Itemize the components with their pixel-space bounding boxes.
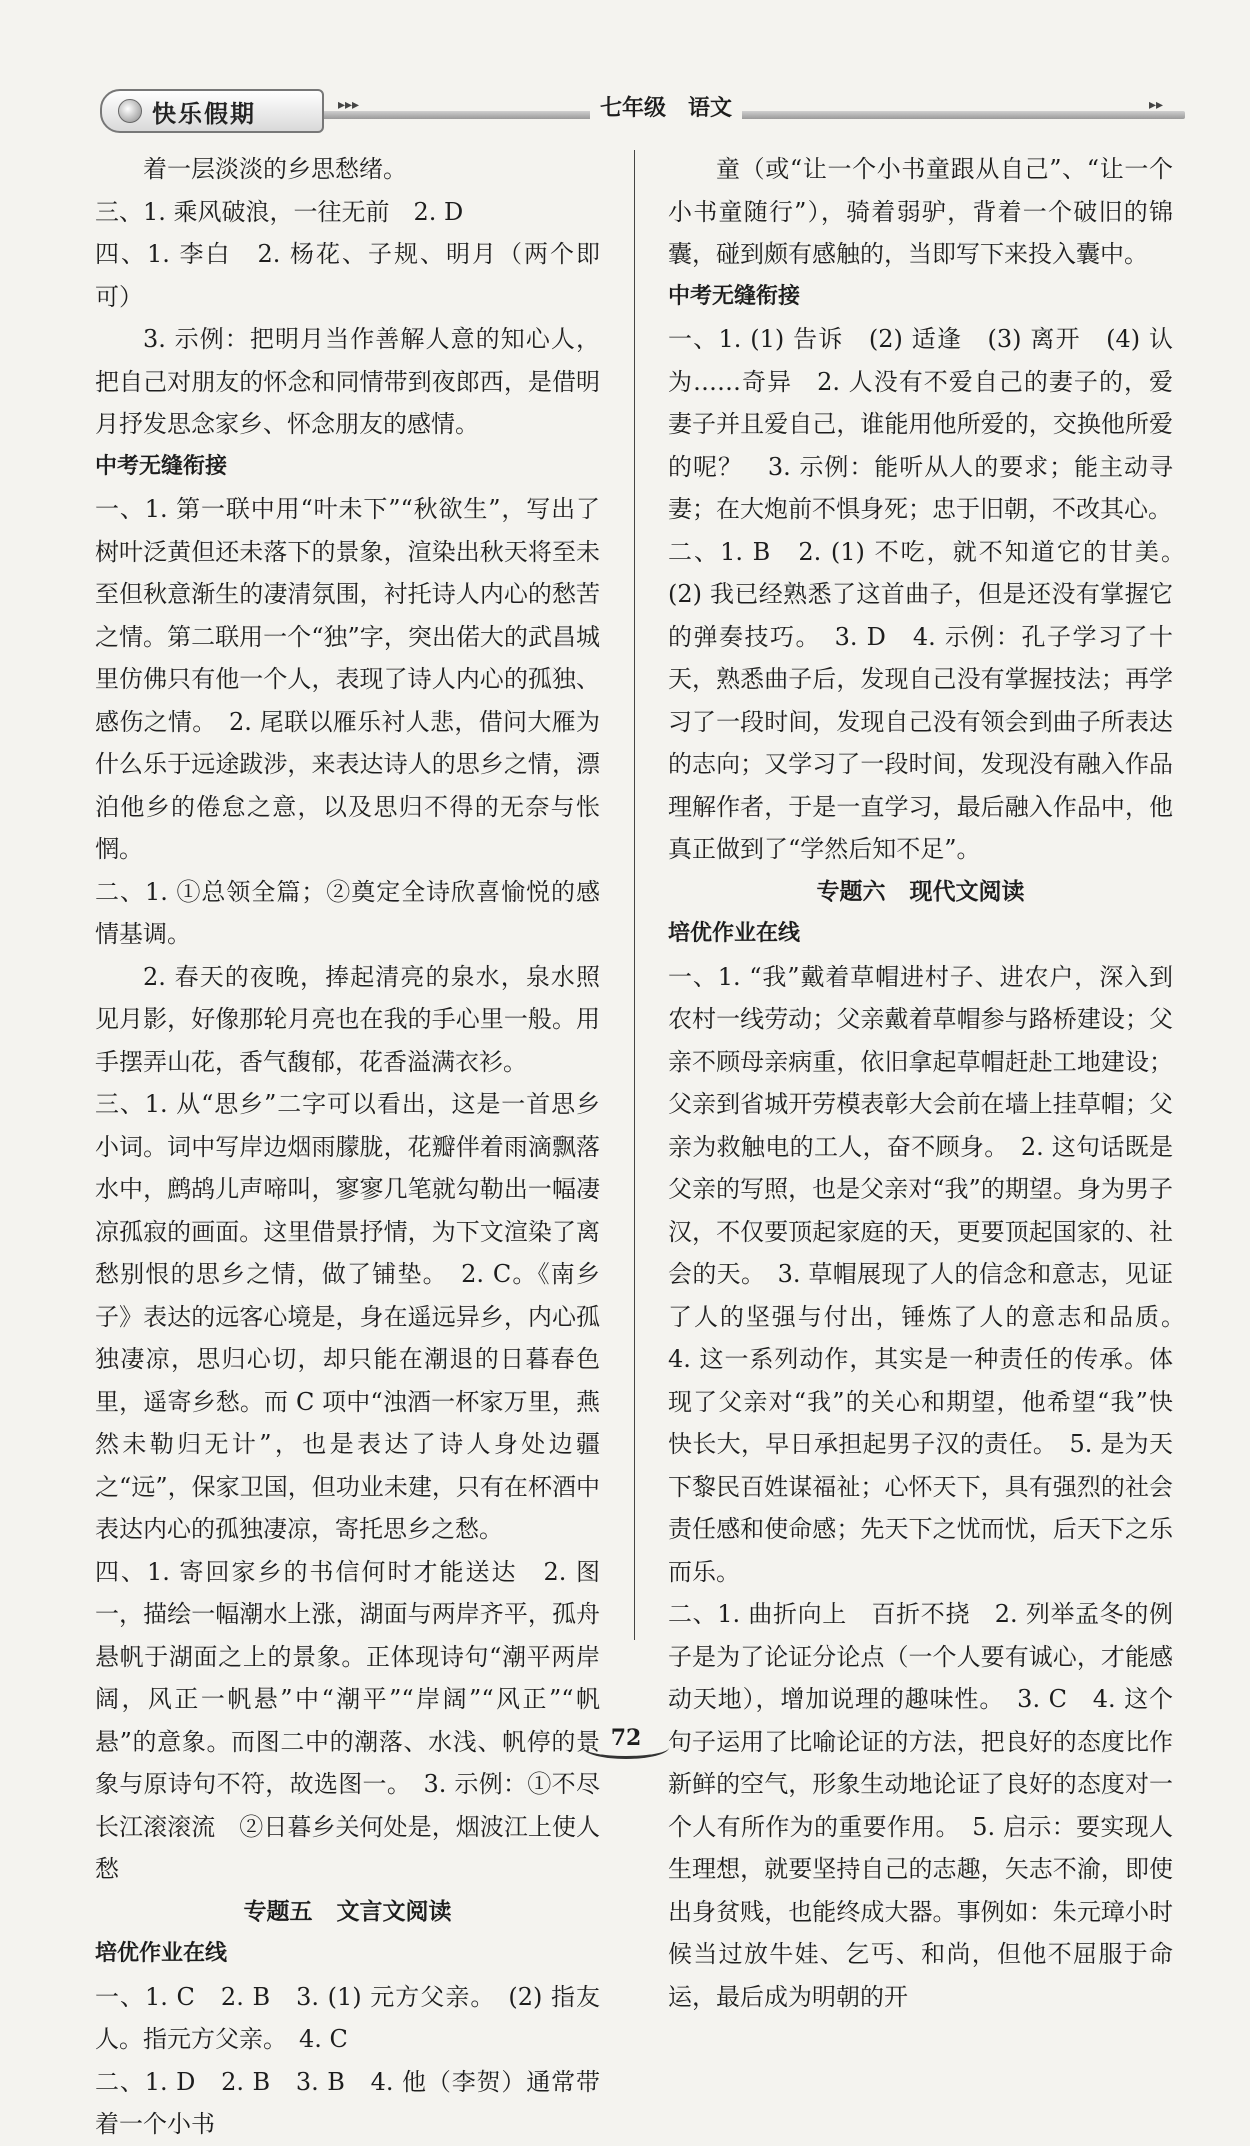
answer-paragraph: 三、1. 从“思乡”二字可以看出，这是一首思乡小词。词中写岸边烟雨朦胧，花瓣伴着雨滴飘落水中，鹧鸪儿声啼叫，寥寥几笔就勾勒出一幅凄凉孤寂的画面。这里借景抒情，为下文渲染了离愁别恨的思乡之情，做了铺垫。 2. C。《南乡子》表达的远客心境是，身在遥远异乡，内心孤独凄凉，思归心切，却只能在潮退的日暮春色里，遥寄乡愁。而 C 项中“浊酒一杯家万里，燕然未勒归无计”，也是表达了诗人身处边疆之“远”，保家卫国，但功业未建，只有在杯酒中表达内心的孤独凄凉，寄托思乡之愁。 [95,1090,600,1543]
logo-text: 快乐假期 [152,99,256,128]
answer-paragraph: 二、1. D 2. B 3. B 4. 他（李贺）通常带着一个小书 [95,2067,600,2138]
answer-paragraph: 三、1. 乘风破浪，一往无前 2. D [95,197,464,226]
arrow-icon: ▸▸ [1148,97,1163,113]
answer-paragraph: 着一层淡淡的乡思愁绪。 [143,155,407,183]
header-bar [310,111,1185,119]
page-header [100,85,1185,131]
logo-circle-icon [118,99,142,123]
topic-title [95,1891,600,1934]
answer-paragraph: 2. 春天的夜晚，捧起清亮的泉水，泉水照见月影，好像那轮月亮也在我的手心里一般。用手摆弄山花，香气馥郁，花香溢满衣衫。 [95,962,600,1076]
topic-name: 现代文阅读 [909,878,1025,905]
grade-label: 七年级 [600,96,667,121]
answer-paragraph: 二、1. B 2. (1) 不吃，就不知道它的甘美。 (2) 我已经熟悉了这首曲子，但是还没有掌握它的弹奏技巧。 3. D 4. 示例：孔子学习了十天，熟悉曲子后，发现自己没有掌握技法；再学习了一段时间，发现自己没有领会到曲子所表达的志向；又学习了一段时间，发现没有融入作品理解作者，于是一直学习，最后融入作品中，他真正做到了“学然后知不足”。 [668,537,1197,863]
right-column [668,148,1197,2018]
answer-paragraph: 一、1. “我”戴着草帽进村子、进农户，深入到农村一线劳动；父亲戴着草帽参与路桥建设；父亲不顾母亲病重，依旧拿起草帽赶赴工地建设；父亲到省城开劳模表彰大会前在墙上挂草帽；父亲为救触电的工人，奋不顾身。 2. 这句话既是父亲的写照，也是父亲对“我”的期望。身为男子汉，不仅要顶起家庭的天，更要顶起国家的、社会的天。 3. 草帽展现了人的信念和意志，见证了人的坚强与付出，锤炼了人的意志和品质。 4. 这一系列动作，其实是一种责任的传承。体现了父亲对“我”的关心和期望，他希望“我”快快长大，早日承担起男子汉的责任。 5. 是为天下黎民百姓谋福祉；心怀天下，具有强烈的社会责任感和使命感；先天下之忧而忧，后天下之乐而乐。 [668,962,1197,1586]
answer-paragraph: 童（或“让一个小书童跟从自己”、“让一个小书童随行”），骑着弱驴，背着一个破旧的锦囊，碰到颇有感触的，当即写下来投入囊中。 [668,155,1173,268]
page-number-text: 72 [607,1725,646,1751]
answer-paragraph: 二、1. 曲折向上 百折不挠 2. 列举孟冬的例子是为了论证分论点（一个人要有诚心，才能感动天地），增加说理的趣味性。 3. C 4. 这个句子运用了比喻论证的方法，把良好的态度比作新鲜的空气，形象生动地论证了良好的态度对一个人有所作为的重要作用。 5. 启示：要实现人生理想，就要坚持自己的志趣，矢志不渝，即使出身贫贱，也能终成大器。事例如：朱元璋小时候当过放牛娃、乞丐、和尚，但他不屈服于命运，最后成为明朝的开 [668,1600,1173,2011]
section-heading: 培优作业在线 [95,1941,228,1966]
section-heading: 中考无缝衔接 [668,283,801,309]
topic-title [668,871,1173,914]
answer-paragraph: 一、1. 第一联中用“叶未下”“秋欲生”，写出了树叶泛黄但还未落下的景象，渲染出秋天将至未至但秋意渐生的凄清氛围，衬托诗人内心的愁苦之情。第二联用一个“独”字，突出偌大的武昌城里仿佛只有他一个人，表现了诗人内心的孤独、感伤之情。 2. 尾联以雁乐衬人悲，借问大雁为什么乐于远途跋涉，来表达诗人的思乡之情，漂泊他乡的倦怠之意，以及思归不得的无奈与怅惘。 [95,495,600,863]
answer-paragraph: 3. 示例：把明月当作善解人意的知心人，把自己对朋友的怀念和同情带到夜郎西，是借明月抒发思念家乡、怀念朋友的感情。 [95,325,600,438]
answer-paragraph: 四、1. 李白 2. 杨花、子规、明月（两个即可） [95,240,600,311]
section-heading: 培优作业在线 [668,921,801,946]
topic-number: 专题六 [816,878,886,905]
page-number [583,1718,669,1758]
topic-number: 专题五 [243,1898,313,1925]
subject-label: 语文 [688,96,733,121]
grade-subject [590,91,742,122]
left-column [95,148,600,2146]
arrow-icon: ▸▸▸ [338,97,360,113]
answer-paragraph: 四、1. 寄回家乡的书信何时才能送达 2. 图一，描绘一幅潮水上涨，湖面与两岸齐平，孤舟悬帆于湖面之上的景象。正体现诗句“潮平两岸阔，风正一帆悬”中“潮平”“岸阔”“风正”“帆悬”的意象。而图二中的潮落、水浅、帆停的景象与原诗句不符，故选图一。 3. 示例：①不尽长江滚滚流 ②日暮乡关何处是，烟波江上使人愁 [95,1557,600,1883]
answer-paragraph: 一、1. (1) 告诉 (2) 适逢 (3) 离开 (4) 认为……奇异 2. 人没有不爱自己的妻子的，爱妻子并且爱自己，谁能用他所爱的，交换他所爱的呢？ 3. 示例：能听从人的要求；能主动寻妻；在大炮前不惧身死；忠于旧朝，不改其心。 [668,325,1173,523]
section-heading: 中考无缝衔接 [95,453,228,479]
topic-name: 文言文阅读 [336,1898,452,1925]
series-logo [100,89,324,133]
answer-paragraph: 二、1. ①总领全篇；②奠定全诗欣喜愉悦的感情基调。 [95,877,600,948]
answer-paragraph: 一、1. C 2. B 3. (1) 元方父亲。 (2) 指友人。指元方父亲。 4. C [95,1982,600,2053]
column-divider [634,150,635,1640]
